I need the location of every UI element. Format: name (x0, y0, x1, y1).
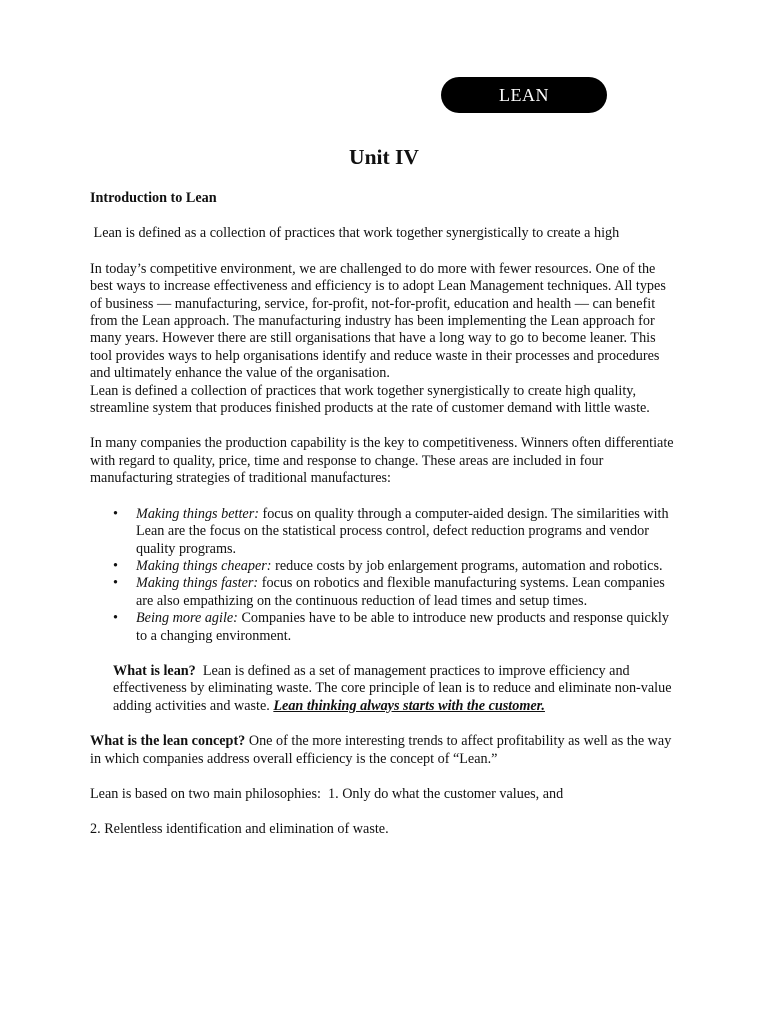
paragraph-competitive-environment: In today’s competitive environment, we are challenged to do more with fewer resources. One of the best ways to increase effectiveness and efficiency is to adopt Lean Management techniques. All types of business — manufacturing, service, for-profit, not-for-profit, education and health — can benefit from the Lean approach. The manufacturing industry has been implementing the Lean approach for many years. However there are still organisations that have a long way to go to become leaner. This tool provides ways to help organisations identify and reduce waste in their processes and procedures and ultimately enhance the value of the organisation. (90, 260, 666, 382)
list-item (136, 506, 680, 558)
paragraph-lean-definition: Lean is defined a collection of practices that work together synergistically to create high quality, streamline system that produces finished products at the rate of customer demand with little waste. (90, 382, 650, 417)
strategy-term: Making things faster: (136, 575, 259, 592)
strategy-text: focus on quality through a computer-aided design. The similarities with Lean are the focus on the statistical process control, defect reduction programs and vendor quality programs. (136, 505, 669, 557)
strategy-term: Making things better: (136, 505, 259, 522)
lean-badge (441, 77, 607, 113)
paragraph-production-capability: In many companies the production capability is the key to competitiveness. Winners often differentiate with regard to quality, price, time and response to change. These areas are included in four manufacturing strategies of traditional manufactures: (90, 435, 674, 487)
philosophies-intro: Lean is based on two main philosophies: 1. Only do what the customer values, and (90, 785, 564, 802)
section-heading-intro: Introduction to Lean (90, 190, 217, 206)
lean-concept-paragraph (90, 733, 680, 768)
strategy-text: reduce costs by job enlargement programs, automation and robotics. (271, 557, 663, 574)
strategies-list (90, 506, 680, 645)
customer-emphasis: Lean thinking always starts with the customer. (273, 697, 545, 714)
document-body (90, 190, 680, 839)
philosophies-second: 2. Relentless identification and elimination of waste. (90, 821, 389, 838)
lean-concept-question: What is the lean concept? (90, 733, 246, 750)
what-is-lean-answer: Lean is defined as a set of management practices to improve efficiency and effectiveness by eliminating waste. The core principle of lean is to reduce and eliminate non-value adding activities and waste. (113, 662, 676, 714)
strategy-term: Making things cheaper: (136, 557, 272, 574)
lean-concept-answer: One of the more interesting trends to affect profitability as well as the way in which companies address overall efficiency is the concept of “Lean.” (90, 733, 672, 767)
what-is-lean-question: What is lean? (113, 662, 196, 679)
intro-lead-text: Lean is defined as a collection of practices that work together synergistically to create a high (90, 225, 620, 242)
what-is-lean-paragraph (113, 663, 680, 715)
list-item (136, 558, 680, 575)
strategy-text: focus on robotics and flexible manufacturing systems. Lean companies are also empathizing on the continuous reduction of lead times and setup times. (136, 575, 665, 609)
strategy-text: Companies have to be able to introduce new products and response quickly to a changing environment. (136, 610, 669, 644)
list-item (136, 575, 680, 610)
strategy-term: Being more agile: (136, 610, 238, 627)
list-item (136, 610, 680, 645)
page-title: Unit IV (349, 145, 419, 169)
lean-badge-label: LEAN (499, 84, 549, 105)
